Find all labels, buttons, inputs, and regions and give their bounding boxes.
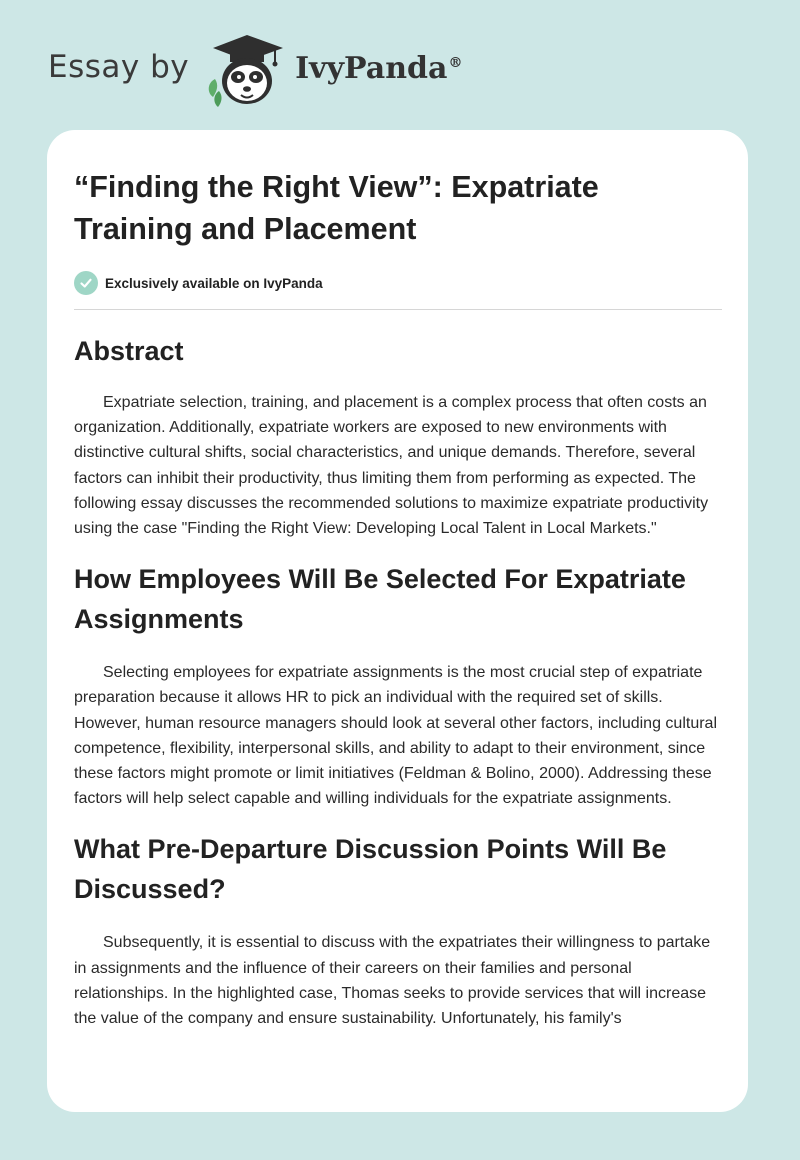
article-title: “Finding the Right View”: Expatriate Training and Placement xyxy=(74,170,599,246)
ivypanda-logo-icon[interactable] xyxy=(203,31,293,109)
divider xyxy=(74,309,722,310)
section-heading-pre-departure: What Pre-Departure Discussion Points Will Be Discussed? xyxy=(74,834,667,905)
brand-name[interactable]: IvyPanda® xyxy=(295,50,463,86)
essay-by-label: Essay by xyxy=(48,49,190,85)
section-paragraph-pre-departure: Subsequently, it is essential to discuss with the expatriates their willingness to partake in assignments and the influence of their careers on their families and personal relationships. In the highlighted case, Thomas seeks to provide services that will increase the value of the company and ensure sustainability. Unfortunately, his family's xyxy=(74,934,711,1028)
check-icon xyxy=(74,271,98,295)
section-heading-abstract: Abstract xyxy=(74,336,184,366)
section-paragraph-abstract: Expatriate selection, training, and placement is a complex process that often costs an organization. Additionally, expatriate workers are exposed to new environments with distinctive cultural shifts, social characteristics, and unique demands. Therefore, several factors can inhibit their productivity, thus limiting them from performing as expected. The following essay discusses the recommended solutions to maximize expatriate productivity using the case "Finding the Right View: Developing Local Talent in Local Markets." xyxy=(74,394,709,538)
site-header xyxy=(48,30,462,110)
exclusive-badge xyxy=(74,270,722,296)
section-paragraph-selection: Selecting employees for expatriate assignments is the most crucial step of expatriate preparation because it allows HR to pick an individual with the required set of skills. However, human resource managers should look at several other factors, including cultural competence, flexibility, interpersonal skills, and ability to adapt to their environment, since these factors might promote or limit initiatives (Feldman & Bolino, 2000). Addressing these factors will help select capable and willing individuals for the expatriate assignments. xyxy=(74,664,717,808)
registered-mark: ® xyxy=(448,54,463,71)
section-heading-selection: How Employees Will Be Selected For Expatriate Assignments xyxy=(74,564,686,635)
exclusive-label: Exclusively available on IvyPanda xyxy=(105,275,323,291)
article-card xyxy=(47,130,748,1112)
